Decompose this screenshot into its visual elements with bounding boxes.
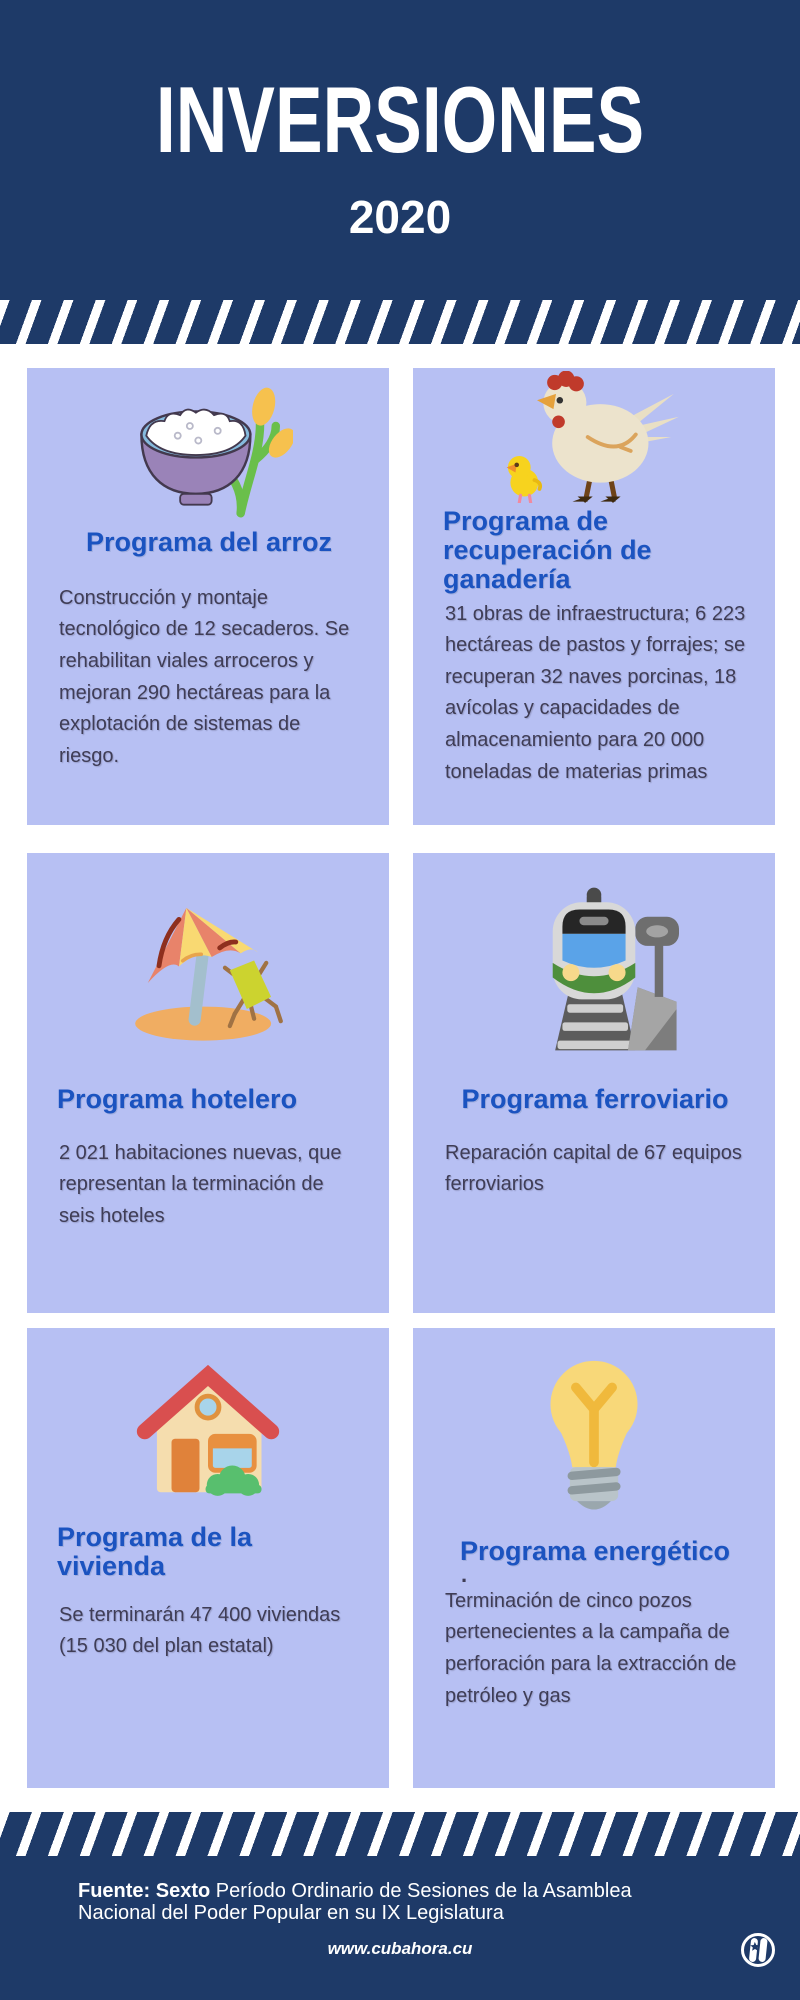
footer-banner xyxy=(0,1856,800,2000)
card-text: Reparación capital de 67 equipos ferroviarios xyxy=(445,1141,742,1196)
source-text xyxy=(78,1880,678,1924)
website-url[interactable]: www.cubahora.cu xyxy=(327,1939,473,1958)
year-subtitle: 2020 xyxy=(348,191,452,243)
card-programa-hotelero xyxy=(27,853,389,1313)
card-programa-ganaderia xyxy=(413,368,775,825)
card-title: Programa hotelero xyxy=(57,1084,298,1114)
train-station-icon xyxy=(413,853,775,1053)
card-title: Programa de recuperación de ganadería xyxy=(443,506,652,594)
card-title: Programa energético xyxy=(459,1536,731,1566)
card-text: 2 021 habitaciones nuevas, que representan la terminación de seis hoteles xyxy=(59,1141,342,1228)
light-bulb-icon xyxy=(413,1328,775,1518)
source-detail: Período Ordinario de Sesiones de la Asamblea Nacional del Poder Popular en su IX Legislatura xyxy=(78,1880,632,1924)
beach-umbrella-icon xyxy=(27,853,389,1043)
card-text: Se terminarán 47 400 viviendas (15 030 del plan estatal) xyxy=(59,1603,341,1658)
cubahora-logo-icon xyxy=(738,1930,778,1970)
house-icon xyxy=(27,1328,389,1508)
header-banner xyxy=(0,0,800,300)
source-label: Fuente: Sexto xyxy=(78,1880,211,1902)
card-programa-energetico xyxy=(413,1328,775,1788)
card-programa-vivienda xyxy=(27,1328,389,1788)
card-text: Terminación de cinco pozos pertenecientes a la campaña de perforación para la extracción de petróleo y gas xyxy=(445,1589,737,1707)
card-title: Programa de la vivienda xyxy=(57,1522,253,1581)
card-title: Programa ferroviario xyxy=(461,1084,729,1114)
diagonal-stripes-top xyxy=(0,300,800,344)
card-programa-arroz xyxy=(27,368,389,825)
hen-and-chick-icon xyxy=(413,368,775,503)
card-text: Construcción y montaje tecnológico de 12 secaderos. Se rehabilitan viales arroceros y mejoran 290 hectáreas para la explotación de sistemas de riesgo. xyxy=(59,586,350,767)
rice-bowl-icon xyxy=(27,368,389,518)
stray-period: . xyxy=(461,1561,468,1587)
card-title: Programa del arroz xyxy=(85,527,333,557)
card-text: 31 obras de infraestructura; 6 223 hectáreas de pastos y forrajes; se recuperan 32 naves porcinas, 18 avícolas y capacidades de almacenamiento para 20 000 toneladas de materias primas xyxy=(445,602,746,783)
page-title: INVERSIONES xyxy=(155,67,645,172)
card-programa-ferroviario xyxy=(413,853,775,1313)
diagonal-stripes-bottom xyxy=(0,1812,800,1856)
